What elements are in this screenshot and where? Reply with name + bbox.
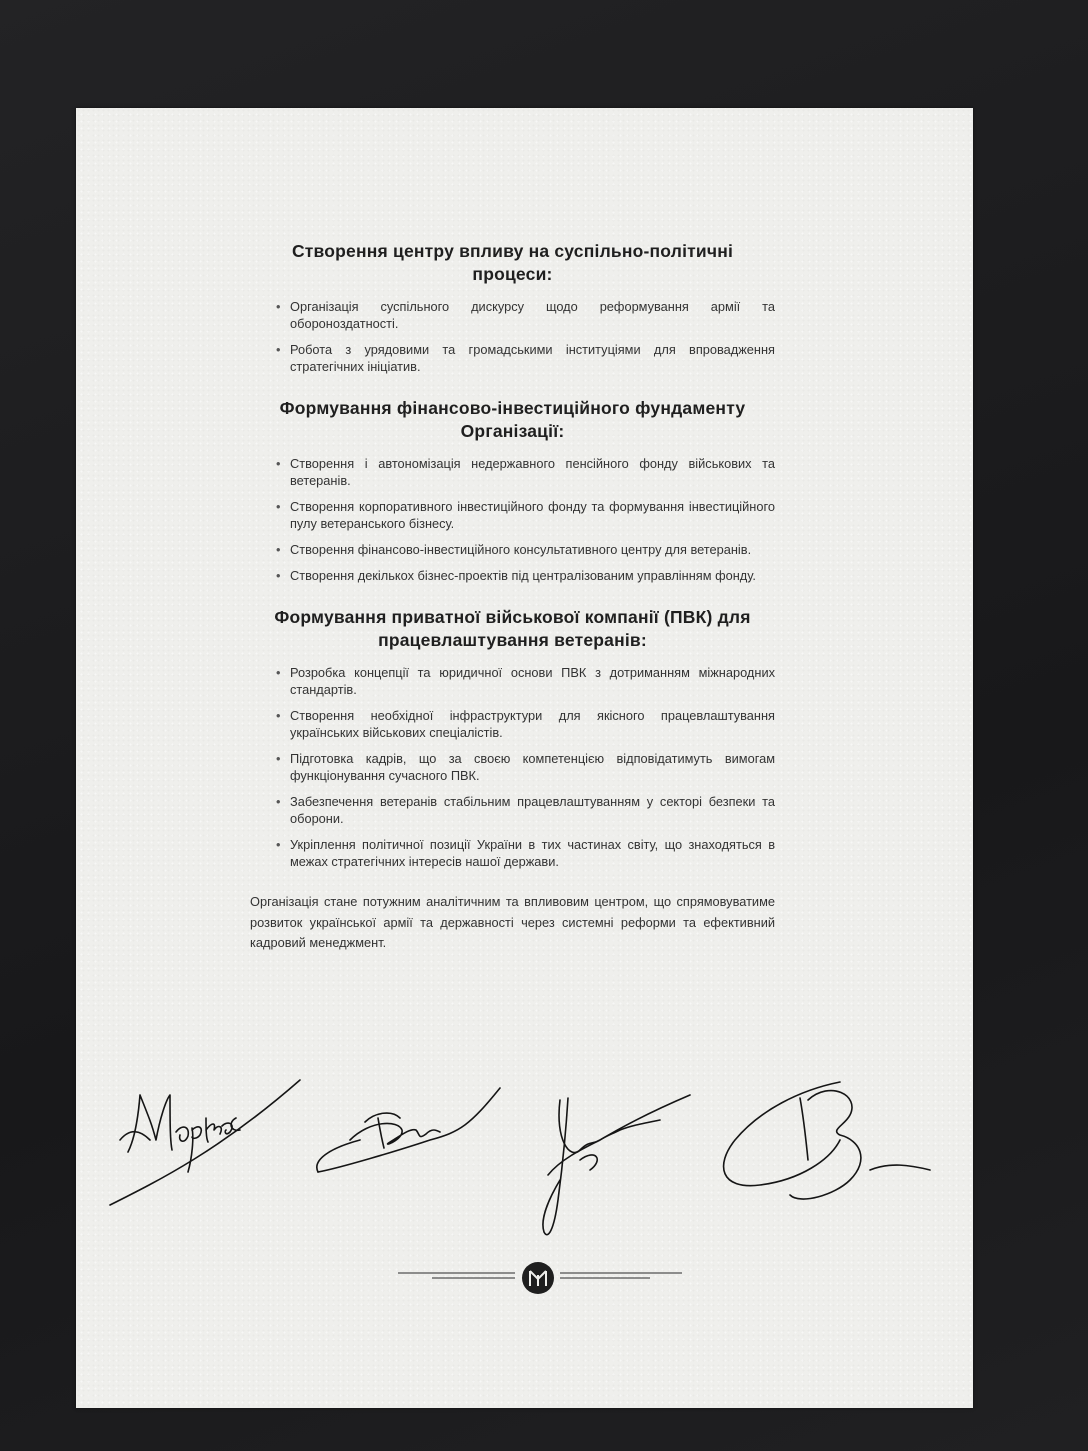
document-body: [250, 240, 775, 954]
bullet-list: [250, 455, 775, 584]
section-private-military-company: [250, 606, 775, 870]
list-item: • Створення і автономізація недержавного пенсійного фонду військових та ветеранів.: [290, 455, 775, 489]
section-heading: Створення центру впливу на суспільно-політичні процеси:: [291, 241, 734, 284]
section-heading: Формування фінансово-інвестиційного фундаменту Організації:: [279, 398, 746, 441]
bullet-list: [250, 664, 775, 870]
list-item: • Укріплення політичної позиції України в тих частинах світу, що знаходяться в межах стратегічних інтересів нашої держави.: [290, 836, 775, 870]
list-item: • Створення декількох бізнес-проектів під централізованим управлінням фонду.: [290, 567, 775, 584]
list-item: • Робота з урядовими та громадськими інституціями для впровадження стратегічних ініціатив.: [290, 341, 775, 375]
list-item: • Забезпечення ветеранів стабільним працевлаштуванням у секторі безпеки та оборони.: [290, 793, 775, 827]
list-item: • Підготовка кадрів, що за своєю компетенцією відповідатимуть вимогам функціонування сучасного ПВК.: [290, 750, 775, 784]
closing-paragraph: Організація стане потужним аналітичним та впливовим центром, що спрямовуватиме розвиток української армії та державності через системні реформи та ефективний кадровий менеджмент.: [250, 894, 775, 950]
list-item: • Створення фінансово-інвестиційного консультативного центру для ветеранів.: [290, 541, 775, 558]
section-influence-center: [250, 240, 775, 375]
list-item: • Створення корпоративного інвестиційного фонду та формування інвестиційного пулу ветеранського бізнесу.: [290, 498, 775, 532]
bullet-list: [250, 298, 775, 375]
list-item: • Розробка концепції та юридичної основи ПВК з дотриманням міжнародних стандартів.: [290, 664, 775, 698]
list-item: • Організація суспільного дискурсу щодо реформування армії та обороноздатності.: [290, 298, 775, 332]
section-heading: Формування приватної військової компанії (ПВК) для працевлаштування ветеранів:: [274, 607, 751, 650]
list-item: • Створення необхідної інфраструктури для якісного працевлаштування українських військових спеціалістів.: [290, 707, 775, 741]
section-financial-foundation: [250, 397, 775, 584]
